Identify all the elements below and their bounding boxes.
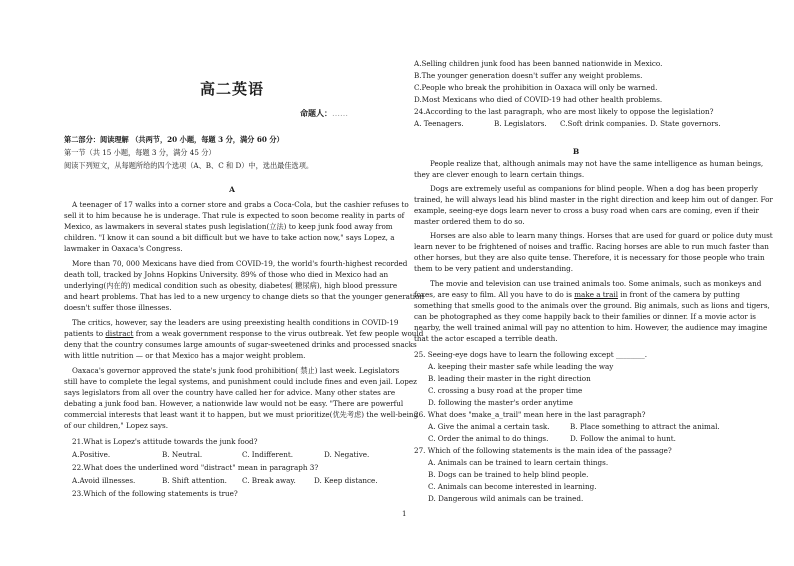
q27-option-d: D. Dangerous wild animals can be trained. [428, 494, 584, 503]
q27-option-a: A. Animals can be trained to learn certain things. [428, 458, 609, 467]
passage-a-line: and heart problems. That has led to a new urgency to change diets so that the younger generation [64, 292, 425, 301]
q24-option-d: D. State governors. [650, 119, 721, 128]
instruction: 阅读下列短文，从每题所给的四个选项（A、B、C 和 D）中，选出最佳选项。 [64, 161, 314, 170]
passage-a-line: The critics, however, say the leaders are using preexisting health conditions in COVID-19 [72, 318, 399, 327]
question-21: 21.What is Lopez's attitude towards the junk food? [72, 437, 258, 446]
passage-a-line: A teenager of 17 walks into a corner store and grabs a Coca-Cola, but the cashier refuses to [72, 200, 409, 209]
part-heading: 第二部分：阅读理解 （共两节，20 小题，每题 3 分，满分 60 分） [64, 135, 284, 144]
passage-b-line: Horses are also able to learn many things. Horses that are used for guard or police duty must [430, 231, 773, 240]
q21-option-c: C. Indifferent. [242, 450, 294, 459]
subsection-heading: 第一节（共 15 小题，每题 3 分，满分 45 分） [64, 148, 216, 157]
q26-option-c: C. Order the animal to do things. [428, 434, 549, 443]
passage-a-line: Oaxaca's governor approved the state's junk food prohibition( 禁止) last week. Legislators [72, 366, 400, 375]
passage-b-line: example, seeing-eye dogs learn never to cross a busy road when cars are coming, even if their [414, 206, 759, 215]
q23-option-a: A.Selling children junk food has been banned nationwide in Mexico. [414, 59, 663, 68]
q24-option-a: A. Teenagers. [414, 119, 464, 128]
page-number: 1 [402, 510, 407, 518]
q25-option-a: A. keeping their master safe while leading the way [428, 362, 614, 371]
passage-a-line: death toll, tracked by Johns Hopkins University. 89% of those who died in Mexico had an [64, 270, 389, 279]
passage-b-line: them to be very patient and understanding. [414, 264, 573, 273]
author-value: …… [332, 109, 348, 118]
passage-b-line: People realize that, although animals may not have the same intelligence as human beings, [430, 159, 764, 168]
question-24: 24.According to the last paragraph, who are most likely to oppose the legislation? [414, 107, 714, 116]
passage-a-line: Mexico, as lawmakers in several states push legislation(立法) to keep junk food away from [64, 222, 393, 231]
author-label: 命题人： [300, 108, 332, 118]
q26-option-a: A. Give the animal a certain task. [428, 422, 550, 431]
q21-option-d: D. Negative. [324, 450, 370, 459]
passage-b-line: nearby, the well trained animal will pay no attention to him. However, the audience may imagine [414, 323, 768, 332]
distract-pre: patients to [64, 329, 106, 338]
q25-option-c: C. crossing a busy road at the proper time [428, 386, 583, 395]
passage-b-line: master ordered them to do so. [414, 217, 525, 226]
q22-option-b: B. Shift attention. [162, 476, 227, 485]
passage-a-line: sell it to him because he is underage. That rule is expected to soon become reality in parts of [64, 211, 405, 220]
trail-post: in front of the camera by putting [618, 290, 740, 299]
passage-b-line: learn never to be frightened of noises and traffic. Racing horses are able to run much faster than [414, 242, 769, 251]
passage-a-line: with little nutrition — or that Mexico has a major weight problem. [64, 351, 306, 360]
passage-a-line-distract [64, 329, 423, 340]
passage-b-line: Dogs are extremely useful as companions for blind people. When a dog has been properly [430, 184, 758, 193]
q24-option-b: B. Legislators. [494, 119, 547, 128]
passage-a-line: still have to complete the legal systems, and punishment could include fines and even jail. Lopez [64, 377, 417, 386]
passage-a-line: commercial interests that least want it to happen, but we must prioritize(优先考虑) the well-being [64, 410, 419, 419]
passage-a-line: children. "I know it can sound a bit difficult but we have to take action now," says Lopez, a [64, 233, 395, 242]
question-27: 27. Which of the following statements is the main idea of the passage? [414, 446, 672, 455]
passage-b-letter: B [572, 147, 580, 156]
q27-option-b: B. Dogs can be trained to help blind people. [428, 470, 589, 479]
q26-option-b: B. Place something to attract the animal. [570, 422, 720, 431]
q25-option-d: D. following the master's order anytime [428, 398, 573, 407]
passage-a-line: deny that the country consumes large amounts of sugar-sweetened drinks and processed snacks [64, 340, 417, 349]
q23-option-c: C.People who break the prohibition in Oaxaca will only be warned. [414, 83, 658, 92]
q23-option-d: D.Most Mexicans who died of COVID-19 had other health problems. [414, 95, 663, 104]
passage-b-line-trail [414, 290, 740, 301]
trail-pre: foxes, are easy to film. All you have to do is [414, 290, 575, 299]
passage-b-line: The movie and television can use trained animals too. Some animals, such as monkeys and [430, 279, 762, 288]
passage-b-line: that the actor escaped a terrible death. [414, 334, 558, 343]
passage-b-line: they are clever enough to learn certain things. [414, 170, 585, 179]
passage-b-line: trained, he will always lead his blind master in the right direction and keep him out of danger. For [414, 195, 773, 204]
q24-option-c: C.Soft drink companies. [560, 119, 648, 128]
q22-option-a: A.Avoid illnesses. [72, 476, 136, 485]
passage-b-line: other horses, but they are also quite tense. Therefore, it is necessary for those people who train [414, 253, 765, 262]
passage-a-line: says legislators from all over the country have called her for advice. Many other states are [64, 388, 396, 397]
q26-option-d: D. Follow the animal to hunt. [570, 434, 676, 443]
q21-option-b: B. Neutral. [162, 450, 203, 459]
passage-b-line: something that smells good to the animals over the ground. Big animals, such as lions and tigers, [414, 301, 770, 310]
q25-option-b: B. leading their master in the right direction [428, 374, 591, 383]
passage-a-line: More than 70, 000 Mexicans have died from COVID-19, the world's fourth-highest recorded [72, 259, 408, 268]
underlined-word-distract: distract [105, 329, 134, 338]
question-25: 25. Seeing-eye dogs have to learn the following except ________. [414, 350, 647, 359]
passage-a-line: debating a junk food ban. However, a nationwide law would not be easy. "There are powerful [64, 399, 404, 408]
q21-option-a: A.Positive. [72, 450, 111, 459]
passage-a-line: underlying(内在的) medical condition such as obesity, diabetes( 糖尿病), high blood pressure [64, 281, 398, 290]
question-26: 26. What does "make_a_trail" mean here in the last paragraph? [414, 410, 646, 419]
passage-a-line: lawmaker in Oaxaca's Congress. [64, 244, 183, 253]
q27-option-c: C. Animals can become interested in learning. [428, 482, 597, 491]
underlined-phrase-make-a-trail: make a trail [574, 290, 619, 299]
page-title: 高二英语 [199, 80, 264, 98]
q23-option-b: B.The younger generation doesn't suffer any weight problems. [414, 71, 643, 80]
passage-a-line: of our children," Lopez says. [64, 421, 169, 430]
q22-option-c: C. Break away. [242, 476, 296, 485]
distract-post: from a weak government response to the virus outbreak. Yet few people would [133, 329, 424, 338]
author-line [300, 108, 348, 120]
question-23: 23.Which of the following statements is true? [72, 489, 238, 498]
passage-a-letter: A [229, 185, 235, 194]
passage-b-line: can be photographed as they come happily back to their families or dinner. If a movie actor is [414, 312, 756, 321]
passage-a-line: doesn't suffer those illnesses. [64, 303, 172, 312]
q22-option-d: D. Keep distance. [314, 476, 378, 485]
question-22: 22.What does the underlined word "distract" mean in paragraph 3? [72, 463, 319, 472]
